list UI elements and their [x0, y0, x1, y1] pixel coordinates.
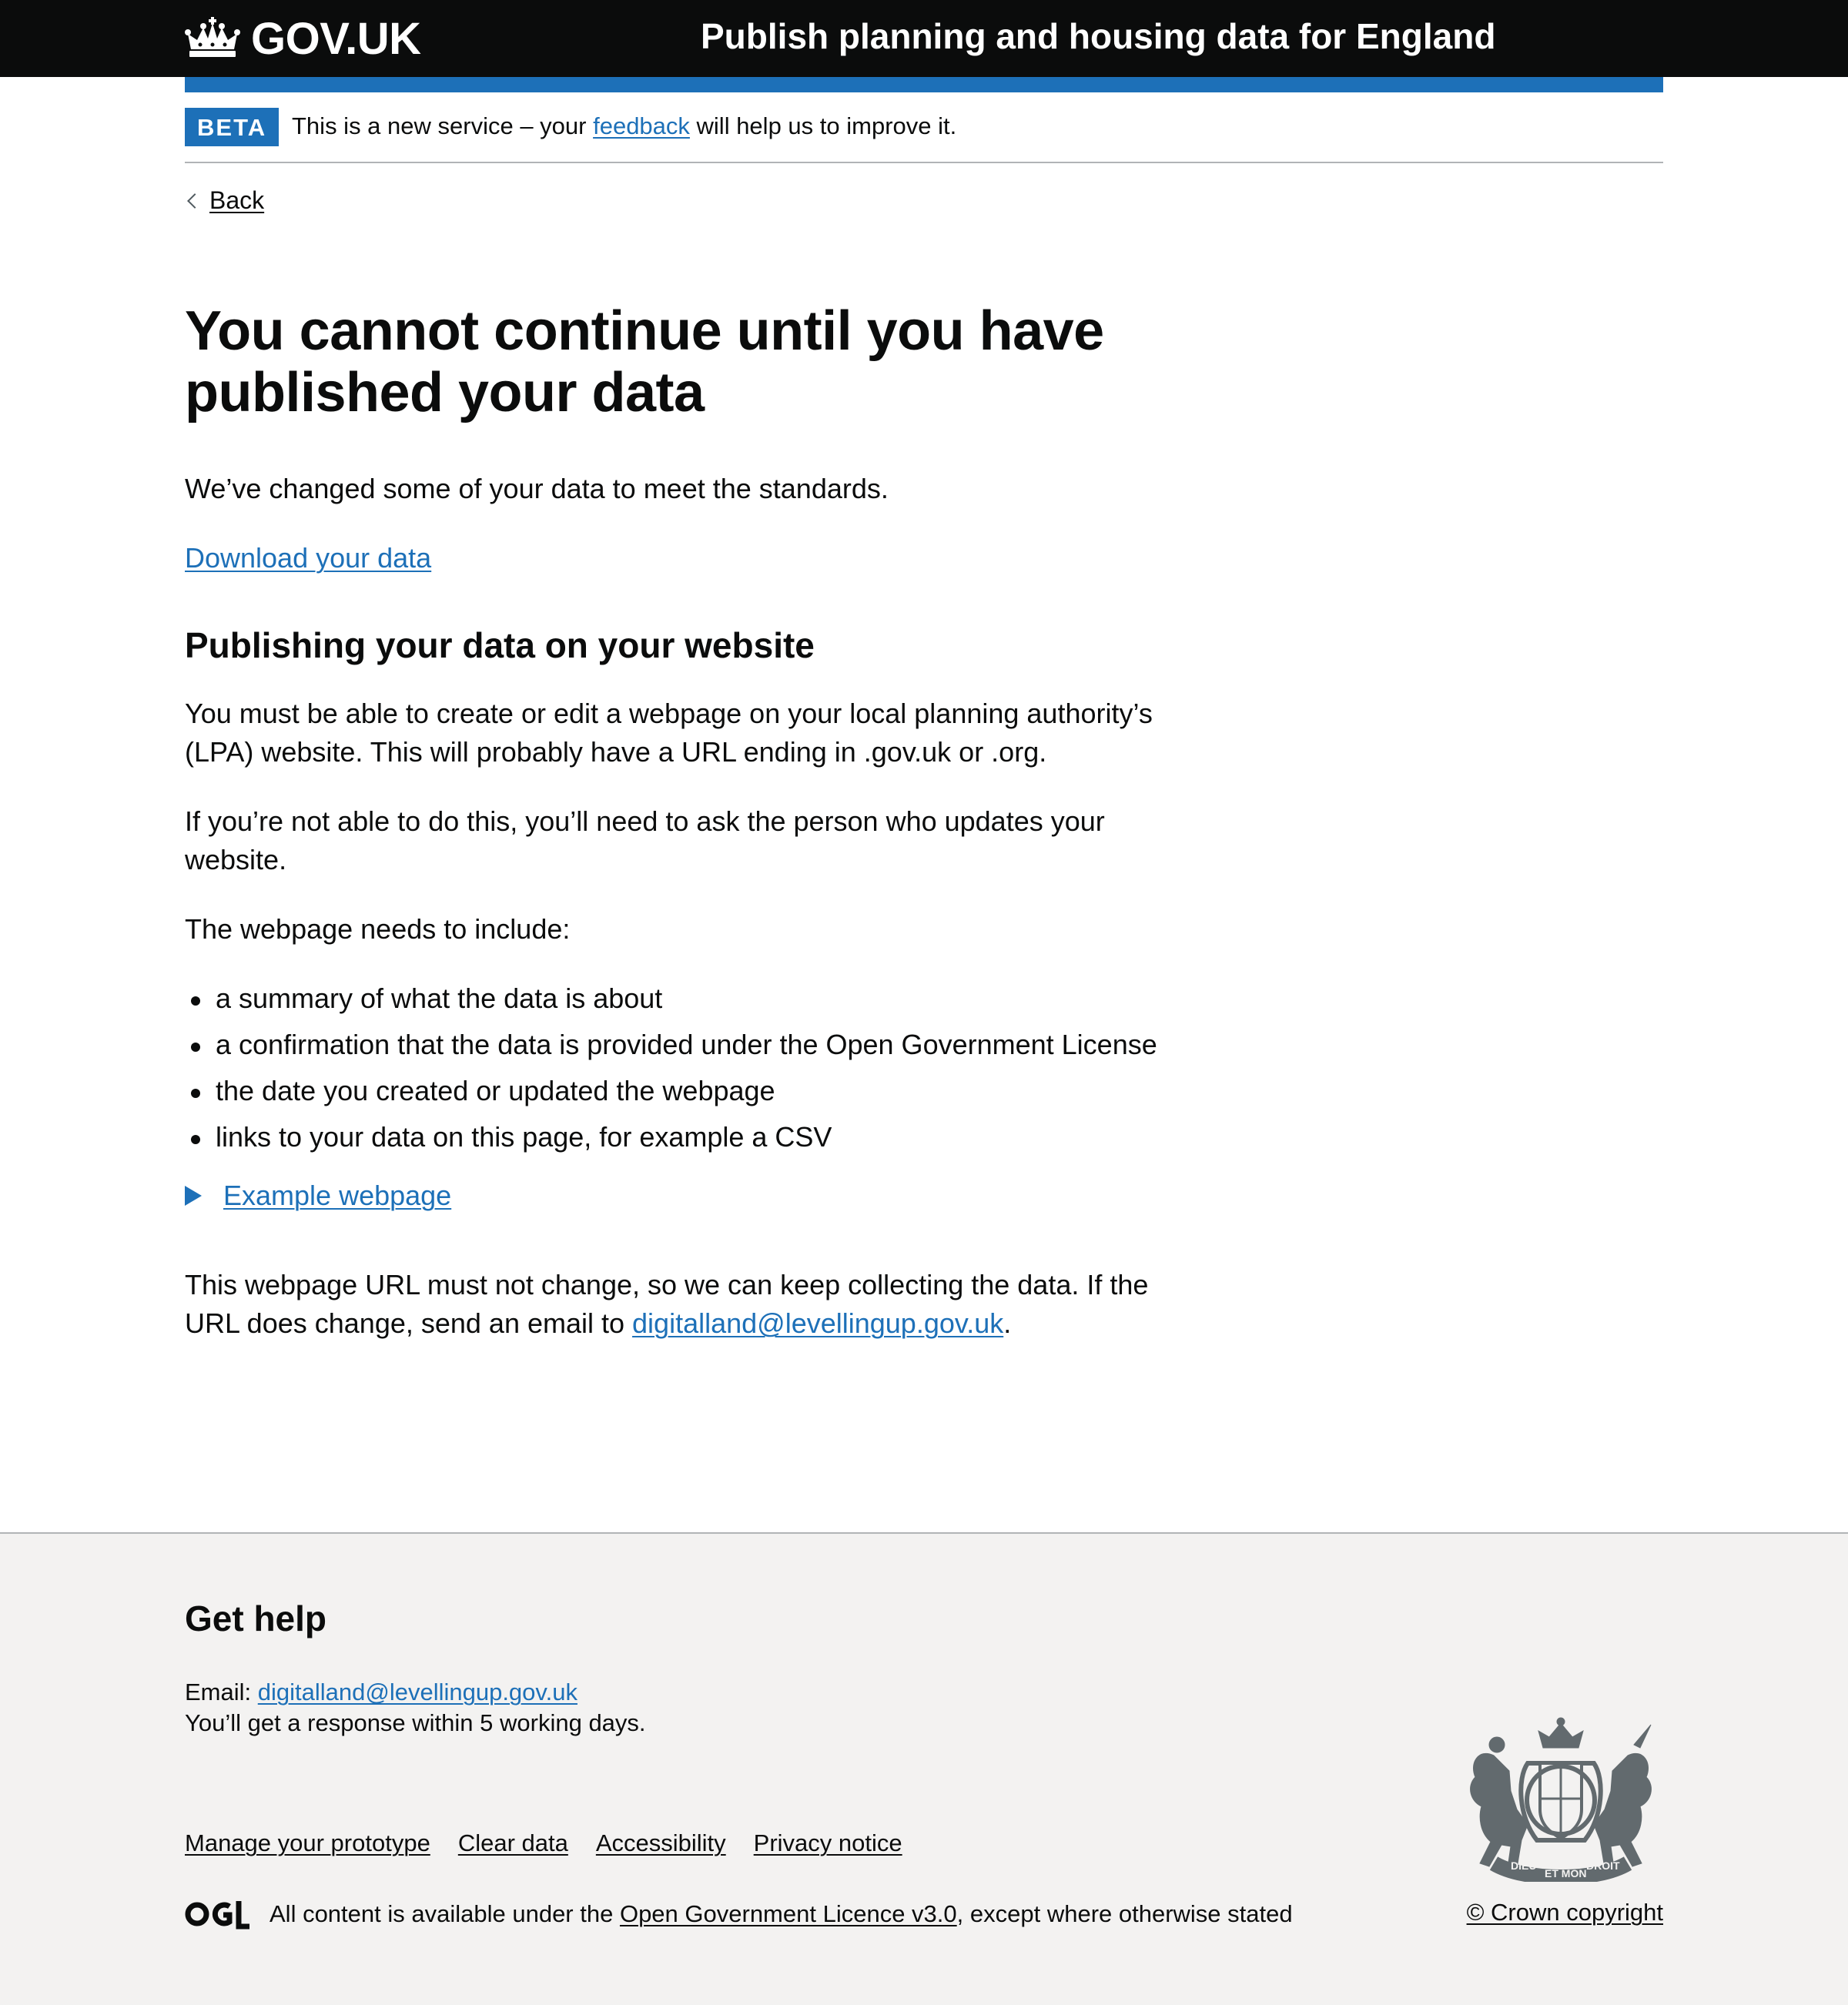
crest-motto-middle: ET MON — [1545, 1867, 1587, 1879]
download-data-link[interactable]: Download your data — [185, 542, 432, 574]
list-item: a confirmation that the data is provided under the Open Government License — [185, 1026, 1178, 1064]
response-time-text: You’ll get a response within 5 working days. — [185, 1709, 646, 1736]
feedback-link[interactable]: feedback — [593, 112, 690, 139]
crest-motto-left: DIEU — [1511, 1859, 1537, 1872]
logo-text: GOV.UK — [251, 13, 421, 64]
list-item: the date you created or updated the webpage — [185, 1072, 1178, 1110]
example-webpage-summary[interactable]: Example webpage — [223, 1180, 452, 1211]
crown-copyright — [1463, 1899, 1663, 1926]
help-email-line — [185, 1677, 646, 1708]
phase-text-after: will help us to improve it. — [689, 112, 957, 139]
page-title: You cannot continue until you have published your data — [185, 300, 1104, 423]
clear-data-link[interactable]: Clear data — [457, 1829, 568, 1856]
closing-paragraph — [185, 1266, 1178, 1343]
service-name-link[interactable]: Publish planning and housing data for England — [701, 16, 1496, 56]
site-footer — [0, 1532, 1848, 2005]
licence-text-after: , except where otherwise stated — [956, 1900, 1293, 1927]
paragraph-lpa-website: You must be able to create or edit a webpage on your local planning authority’s (LPA) website. This will probably have a URL ending in .gov.uk or .org. — [185, 698, 1153, 768]
govuk-logo-link[interactable] — [185, 14, 420, 63]
header-blue-bar — [185, 77, 1663, 92]
download-paragraph — [185, 539, 1178, 577]
main-content — [185, 300, 1178, 1343]
ogl-logo-icon — [185, 1899, 249, 1930]
site-header — [0, 0, 1848, 77]
royal-coat-of-arms-icon — [1463, 1717, 1659, 1882]
back-link-container — [185, 186, 264, 215]
paragraph-webpage-includes: The webpage needs to include: — [185, 913, 571, 945]
phase-banner-text — [292, 112, 956, 140]
chevron-left-icon — [187, 193, 203, 209]
help-contact — [185, 1677, 646, 1739]
example-webpage-details[interactable] — [185, 1180, 1178, 1212]
section-heading: Publishing your data on your website — [185, 625, 815, 665]
intro-paragraph: We’ve changed some of your data to meet the standards. — [185, 473, 889, 504]
footer-email-link[interactable]: digitalland@levellingup.gov.uk — [257, 1679, 578, 1705]
crown-copyright-link[interactable]: © Crown copyright — [1466, 1899, 1663, 1926]
licence-text-before: All content is available under the — [270, 1900, 620, 1927]
crest-motto-right: DROIT — [1586, 1859, 1620, 1872]
closing-text: This webpage URL must not change, so we can keep collecting the data. If the URL does change, send an email to — [185, 1269, 1149, 1339]
ogl-licence-link[interactable]: Open Government Licence v3.0 — [619, 1900, 957, 1927]
phase-text-before: This is a new service – your — [292, 112, 594, 139]
crown-icon — [185, 17, 240, 60]
phase-banner — [185, 106, 1663, 163]
requirements-list — [185, 979, 1178, 1156]
licence-statement — [185, 1899, 1293, 1930]
paragraph-ask-person: If you’re not able to do this, you’ll need to ask the person who updates your website. — [185, 805, 1105, 875]
accessibility-link[interactable]: Accessibility — [595, 1829, 726, 1856]
triangle-right-icon — [185, 1186, 202, 1206]
privacy-notice-link[interactable]: Privacy notice — [753, 1829, 902, 1856]
get-help-heading: Get help — [185, 1598, 327, 1638]
beta-tag: BETA — [185, 108, 279, 146]
closing-period: . — [1003, 1307, 1012, 1339]
back-link[interactable]: Back — [209, 186, 265, 214]
contact-email-link[interactable]: digitalland@levellingup.gov.uk — [632, 1307, 1004, 1339]
manage-prototype-link[interactable]: Manage your prototype — [185, 1829, 430, 1856]
list-item: a summary of what the data is about — [185, 979, 1178, 1018]
list-item: links to your data on this page, for example a CSV — [185, 1118, 1178, 1156]
footer-links — [185, 1829, 930, 1857]
email-label: Email: — [185, 1679, 258, 1705]
